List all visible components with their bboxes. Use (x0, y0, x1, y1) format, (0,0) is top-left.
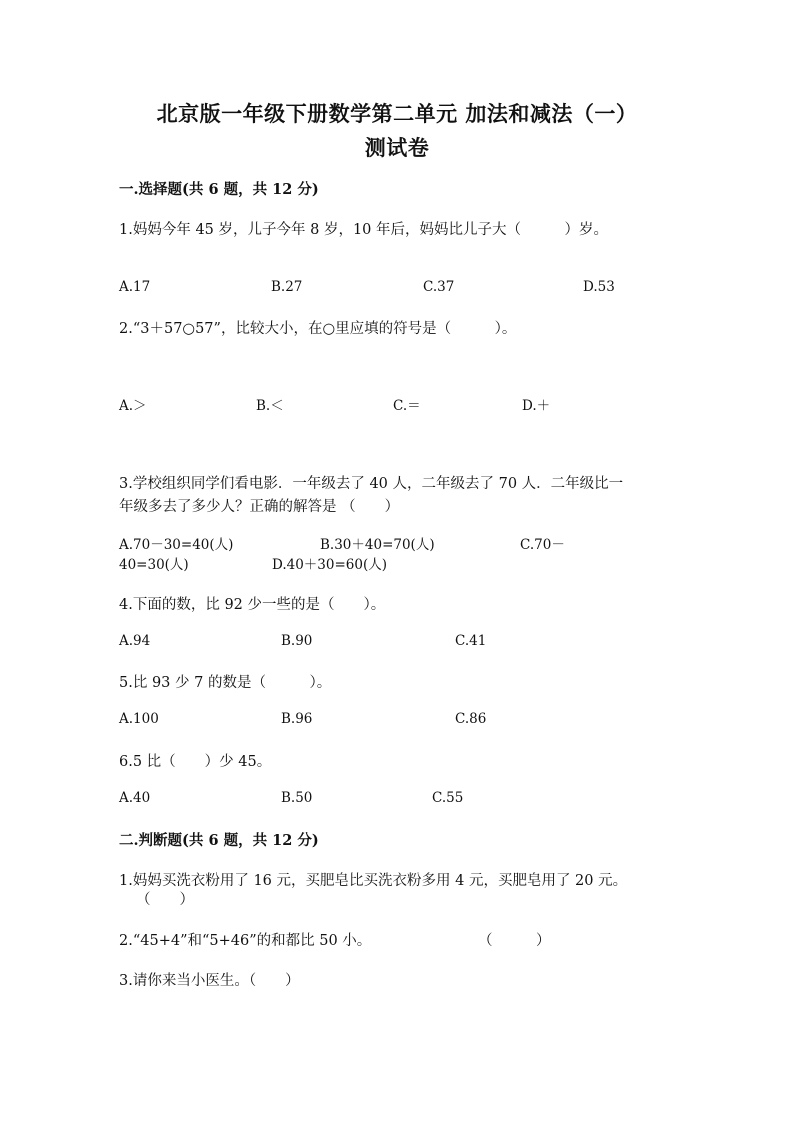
option-c: C.＝ (393, 398, 421, 414)
option-b: B.27 (271, 279, 303, 295)
option-d: D.40＋30=60(人) (272, 557, 388, 573)
answer-paren: （ ） (478, 933, 551, 949)
option-c: C.70－ (520, 537, 565, 553)
page-title: 北京版一年级下册数学第二单元 加法和减法（一） (156, 101, 638, 126)
option-a: A.40 (119, 790, 151, 806)
option-c: C.55 (432, 790, 464, 806)
option-c: C.86 (455, 711, 487, 727)
question-text: 2.“45+4”和“5+46”的和都比 50 小。 (119, 933, 372, 949)
page-subtitle: 测试卷 (364, 135, 430, 160)
question-text: 2.“3＋57○57”，比较大小，在○里应填的符号是（ ）。 (119, 321, 517, 337)
question-text: 1.妈妈买洗衣粉用了 16 元，买肥皂比买洗衣粉多用 4 元，买肥皂用了 20 元。 (119, 873, 628, 889)
option-b: B.96 (281, 711, 313, 727)
option-c: C.37 (423, 279, 455, 295)
question-text: 3.请你来当小医生。（ ） (119, 973, 300, 989)
option-d: D.53 (583, 279, 615, 295)
option-c-continued: 40=30(人) (119, 557, 189, 573)
section-heading-judgement: 二.判断题(共 6 题，共 12 分) (119, 832, 319, 849)
question-text: 1.妈妈今年 45 岁，儿子今年 8 岁，10 年后，妈妈比儿子大（ ）岁。 (119, 222, 609, 238)
question-text: 5.比 93 少 7 的数是（ ）。 (119, 675, 332, 691)
option-b: B.90 (281, 633, 313, 649)
option-a: A.＞ (119, 398, 147, 414)
option-a: A.70－30=40(人) (119, 537, 234, 553)
option-b: B.50 (281, 790, 313, 806)
section-heading-choice: 一.选择题(共 6 题，共 12 分) (119, 181, 319, 198)
question-text-continued: 年级多去了多少人？正确的解答是 （ ） (119, 499, 400, 515)
question-text: 4.下面的数，比 92 少一些的是（ ）。 (119, 597, 386, 613)
option-a: A.17 (119, 279, 151, 295)
option-a: A.94 (119, 633, 151, 649)
answer-paren: （ ） (136, 892, 194, 908)
option-d: D.＋ (522, 398, 551, 414)
option-b: B.30＋40=70(人) (320, 537, 435, 553)
question-text: 6.5 比（ ）少 45。 (119, 754, 272, 770)
option-c: C.41 (455, 633, 487, 649)
option-b: B.＜ (256, 398, 284, 414)
question-text: 3.学校组织同学们看电影．一年级去了 40 人，二年级去了 70 人．二年级比一 (119, 476, 624, 492)
option-a: A.100 (119, 711, 159, 727)
